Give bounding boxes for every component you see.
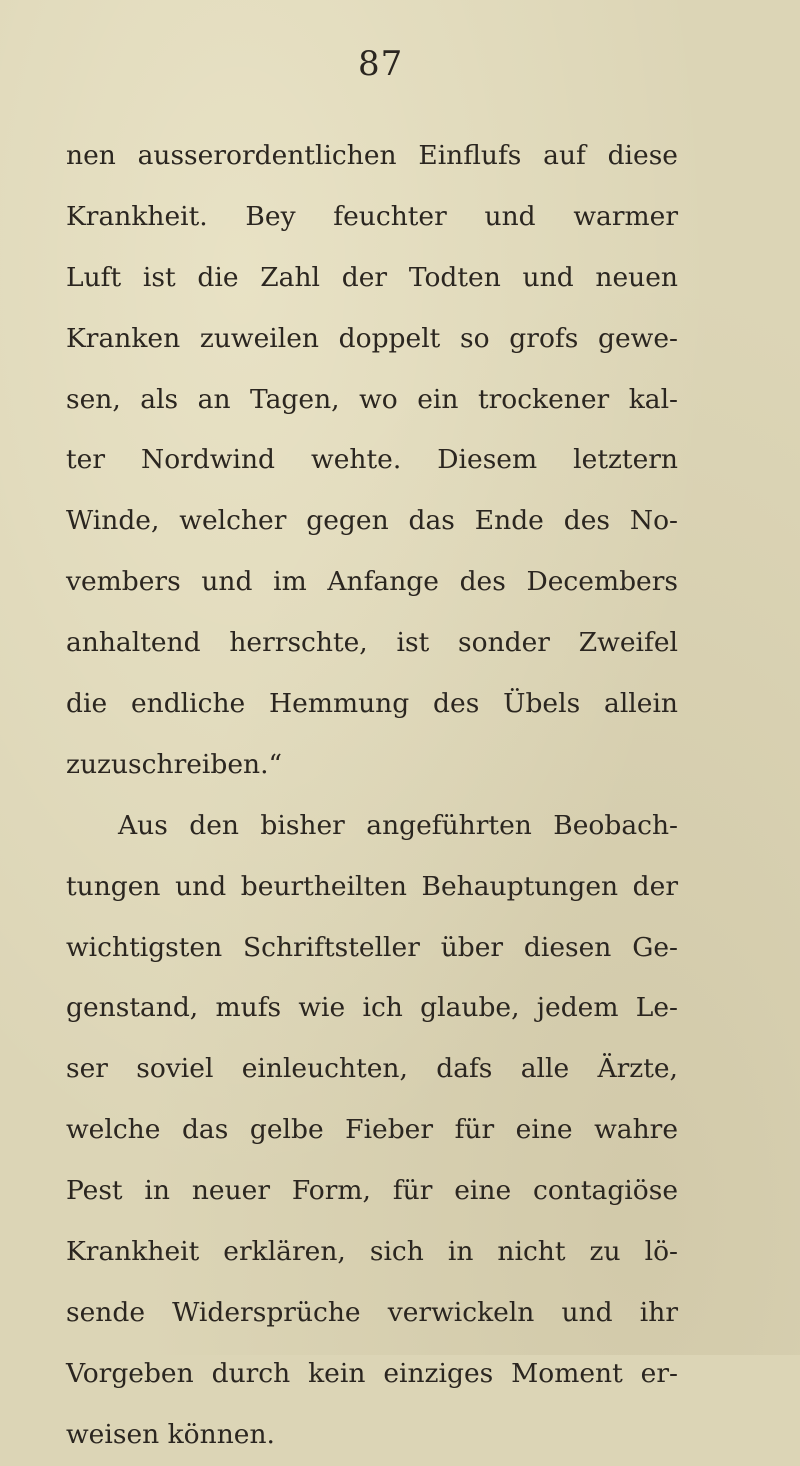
text-line-2: Krankheit. Bey feuchter und warmer — [66, 200, 678, 232]
body-text — [66, 126, 678, 1466]
text-line-11: zuzuschreiben.“ — [66, 748, 283, 780]
text-line-1: nen ausserordentlichen Einflufs auf diese — [66, 140, 678, 171]
text-line-3: Luft ist die Zahl der Todten und neuen — [66, 261, 678, 293]
text-line-16: ser soviel einleuchten, dafs alle Ärzte, — [66, 1053, 678, 1085]
text-line-17: welche das gelbe Fieber für eine wahre — [66, 1114, 678, 1146]
text-line-10: die endliche Hemmung des Übels allein — [66, 688, 678, 720]
text-line-5: sen, als an Tagen, wo ein trockener kal- — [66, 383, 678, 415]
text-line-15: genstand, mufs wie ich glaube, jedem Le- — [66, 992, 678, 1024]
text-line-7: Winde, welcher gegen das Ende des No- — [66, 505, 678, 537]
text-line-18: Pest in neuer Form, für eine contagiöse — [66, 1175, 678, 1207]
text-line-19: Krankheit erklären, sich in nicht zu lö- — [66, 1236, 678, 1268]
text-line-21: Vorgeben durch kein einziges Moment er- — [66, 1357, 678, 1389]
text-line-12: Aus den bisher angeführten Beobach- — [118, 809, 678, 841]
page-number: 87 — [358, 44, 404, 84]
text-line-9: anhaltend herrschte, ist sonder Zweifel — [66, 627, 678, 659]
text-line-13: tungen und beurtheilten Behauptungen der — [66, 870, 678, 902]
text-line-8: vembers und im Anfange des Decembers — [66, 566, 678, 598]
text-line-20: sende Widersprüche verwickeln und ihr — [66, 1296, 678, 1328]
text-line-6: ter Nordwind wehte. Diesem letztern — [66, 444, 678, 476]
text-line-14: wichtigsten Schriftsteller über diesen Ge- — [66, 931, 678, 963]
text-line-22: weisen können. — [66, 1418, 275, 1450]
text-line-4: Kranken zuweilen doppelt so grofs gewe- — [66, 322, 678, 354]
